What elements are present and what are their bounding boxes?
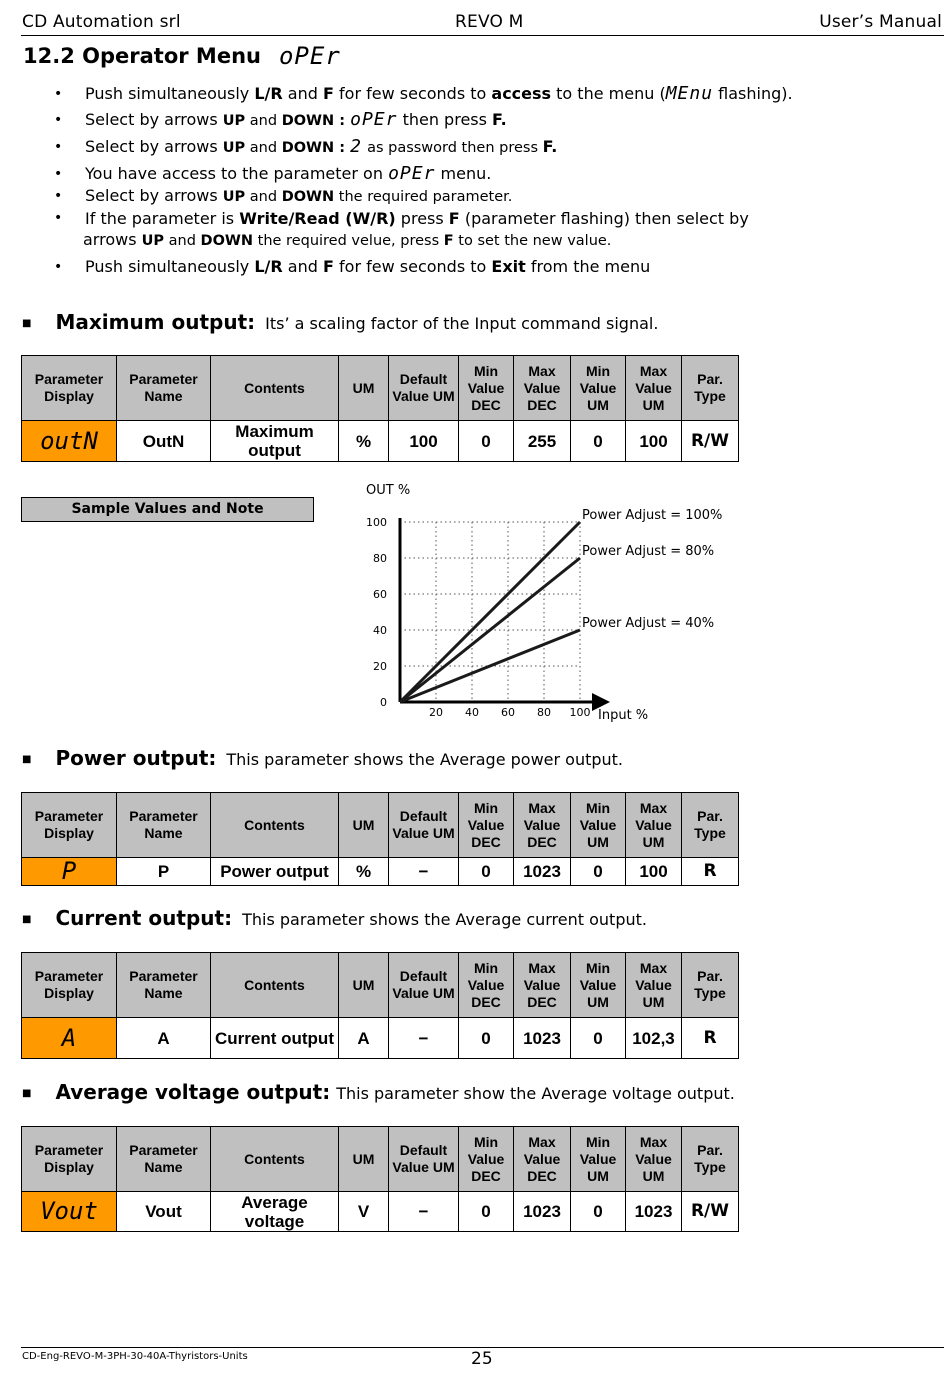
param-max-um: 102,3 [626,1018,682,1059]
param-name: Vout [117,1192,211,1232]
section-title: Current output: [55,906,233,930]
instruction-item: • You have access to the parameter on oPEr menu. [52,163,932,185]
footer-doc-code: CD-Eng-REVO-M-3PH-30-40A-Thyristors-Units [22,1351,248,1362]
footer-divider [21,1347,944,1348]
chart-series [400,522,580,702]
menu-code: MEnu [665,83,714,104]
page-number: 25 [471,1349,493,1369]
header-cell: Parameter Name [117,793,211,858]
header-cell: Max Value DEC [514,1127,571,1192]
section-title: Operator Menu [82,44,261,68]
header-cell: UM [339,793,389,858]
param-um: A [339,1018,389,1059]
header-cell: Min Value UM [571,953,626,1018]
table-row [22,1018,739,1059]
header-cell: Par. Type [682,793,739,858]
oper-code: oPEr [350,109,398,130]
section-description: This parameter shows the Average power output. [226,750,624,769]
header-cell: UM [339,356,389,421]
header-cell: Parameter Display [22,356,117,421]
x-tick-label: 80 [537,706,551,719]
header-cell: Parameter Name [117,953,211,1018]
header-cell: Min Value DEC [459,793,514,858]
header-cell: Parameter Name [117,356,211,421]
table-row [22,858,739,886]
param-contents: Average voltage [211,1192,339,1232]
header-cell: Min Value DEC [459,953,514,1018]
param-type: R [682,858,739,886]
oper-code: oPEr [388,163,436,184]
header-cell: Max Value DEC [514,953,571,1018]
param-name: P [117,858,211,886]
header-cell: Max Value UM [626,793,682,858]
header-cell: Max Value UM [626,1127,682,1192]
instruction-item: • Select by arrows UP and DOWN : 2 as password then press F. [52,136,932,159]
section-title: Maximum output: [55,310,256,334]
instruction-item: • Push simultaneously L/R and F for few seconds to Exit from the menu [52,256,932,278]
param-min-dec: 0 [459,1018,514,1059]
x-tick-label: 40 [465,706,479,719]
param-default: 100 [389,421,459,462]
section-power-output: ■ Power output: This parameter shows the Average power output. [22,746,624,770]
y-tick-label: 80 [373,552,387,565]
instruction-item: • If the parameter is Write/Read (W/R) press F (parameter flashing) then select by arrows UP and DOWN the required velue, press F to set the new value. [52,208,932,252]
param-min-dec: 0 [459,1192,514,1232]
param-max-um: 100 [626,858,682,886]
param-contents: Power output [211,858,339,886]
header-cell: Parameter Display [22,1127,117,1192]
section-code: oPEr [278,42,341,70]
header-cell: Parameter Display [22,793,117,858]
param-um: % [339,858,389,886]
instruction-item: • Select by arrows UP and DOWN the required parameter. [52,185,932,208]
header-cell: Contents [211,356,339,421]
param-min-um: 0 [571,421,626,462]
param-table-vout [21,1126,739,1232]
param-default: − [389,1018,459,1059]
header-cell: UM [339,1127,389,1192]
header-cell: Min Value DEC [459,1127,514,1192]
param-type: R/W [682,421,739,462]
header-cell: Max Value UM [626,953,682,1018]
header-cell: Max Value DEC [514,356,571,421]
x-tick-label: 60 [501,706,515,719]
header-cell: Par. Type [682,953,739,1018]
y-tick-label: 0 [380,696,387,709]
x-tick-label: 100 [569,706,591,719]
header-cell: UM [339,953,389,1018]
header-cell: Min Value DEC [459,356,514,421]
param-min-dec: 0 [459,858,514,886]
section-description: Its’ a scaling factor of the Input command signal. [265,314,659,333]
header-cell: Parameter Display [22,953,117,1018]
param-table-a [21,952,739,1059]
header-cell: Default Value UM [389,356,459,421]
section-description: This parameter show the Average voltage output. [336,1084,735,1103]
header-cell: Max Value DEC [514,793,571,858]
param-min-dec: 0 [459,421,514,462]
series-label: Power Adjust = 80% [582,544,715,559]
param-max-um: 100 [626,421,682,462]
table-header-row [22,953,739,1018]
param-table-outn [21,355,739,462]
header-cell: Min Value UM [571,356,626,421]
instruction-list [52,83,932,282]
param-table-p [21,792,739,886]
param-um: % [339,421,389,462]
param-name: A [117,1018,211,1059]
display-code: P [22,858,117,886]
password-code: 2 [350,136,362,157]
sample-values-note: Sample Values and Note [21,497,314,522]
table-row [22,1192,739,1232]
y-axis-label: OUT % [366,483,411,498]
chart-axes [400,518,610,711]
y-tick-label: 100 [366,516,387,529]
header-company: CD Automation srl [22,12,181,32]
table-header-row [22,1127,739,1192]
param-um: V [339,1192,389,1232]
section-maximum-output: ■ Maximum output: Its’ a scaling factor of the Input command signal. [22,310,659,334]
y-tick-label: 20 [373,660,387,673]
header-doc: User’s Manual [819,12,942,32]
section-heading [23,42,341,70]
header-cell: Default Value UM [389,953,459,1018]
header-cell: Par. Type [682,1127,739,1192]
param-max-dec: 1023 [514,858,571,886]
header-cell: Contents [211,793,339,858]
param-max-dec: 1023 [514,1018,571,1059]
param-default: − [389,1192,459,1232]
display-code: outN [22,421,117,462]
header-cell: Par. Type [682,356,739,421]
x-tick-label: 20 [429,706,443,719]
table-header-row [22,793,739,858]
instruction-item: • Push simultaneously L/R and F for few seconds to access to the menu (MEnu flashing). [52,83,932,105]
x-axis-label: Input % [598,708,649,723]
power-adjust-chart [360,478,750,730]
param-max-um: 1023 [626,1192,682,1232]
section-current-output: ■ Current output: This parameter shows the Average current output. [22,906,647,930]
section-description: This parameter shows the Average current output. [242,910,647,929]
display-code: A [22,1018,117,1059]
table-header-row [22,356,739,421]
section-title: Power output: [55,746,217,770]
y-tick-label: 60 [373,588,387,601]
param-min-um: 0 [571,858,626,886]
param-max-dec: 255 [514,421,571,462]
header-cell: Default Value UM [389,793,459,858]
param-type: R/W [682,1192,739,1232]
section-number: 12.2 [23,44,75,68]
header-cell: Default Value UM [389,1127,459,1192]
header-cell: Contents [211,1127,339,1192]
param-type: R [682,1018,739,1059]
param-default: − [389,858,459,886]
param-name: OutN [117,421,211,462]
series-label: Power Adjust = 40% [582,616,715,631]
param-contents: Current output [211,1018,339,1059]
param-min-um: 0 [571,1192,626,1232]
header-product: REVO M [455,12,524,32]
section-average-voltage-output: ■ Average voltage output: This parameter show the Average voltage output. [22,1080,735,1104]
header-cell: Max Value UM [626,356,682,421]
header-divider [21,35,944,36]
header-cell: Min Value UM [571,1127,626,1192]
header-cell: Parameter Name [117,1127,211,1192]
param-contents: Maximum output [211,421,339,462]
header-cell: Contents [211,953,339,1018]
instruction-item: • Select by arrows UP and DOWN : oPEr then press F. [52,109,932,132]
display-code: Vout [22,1192,117,1232]
section-title: Average voltage output: [55,1080,331,1104]
param-max-dec: 1023 [514,1192,571,1232]
table-row [22,421,739,462]
y-tick-label: 40 [373,624,387,637]
series-line [400,522,580,702]
header-cell: Min Value UM [571,793,626,858]
series-label: Power Adjust = 100% [582,508,723,523]
param-min-um: 0 [571,1018,626,1059]
